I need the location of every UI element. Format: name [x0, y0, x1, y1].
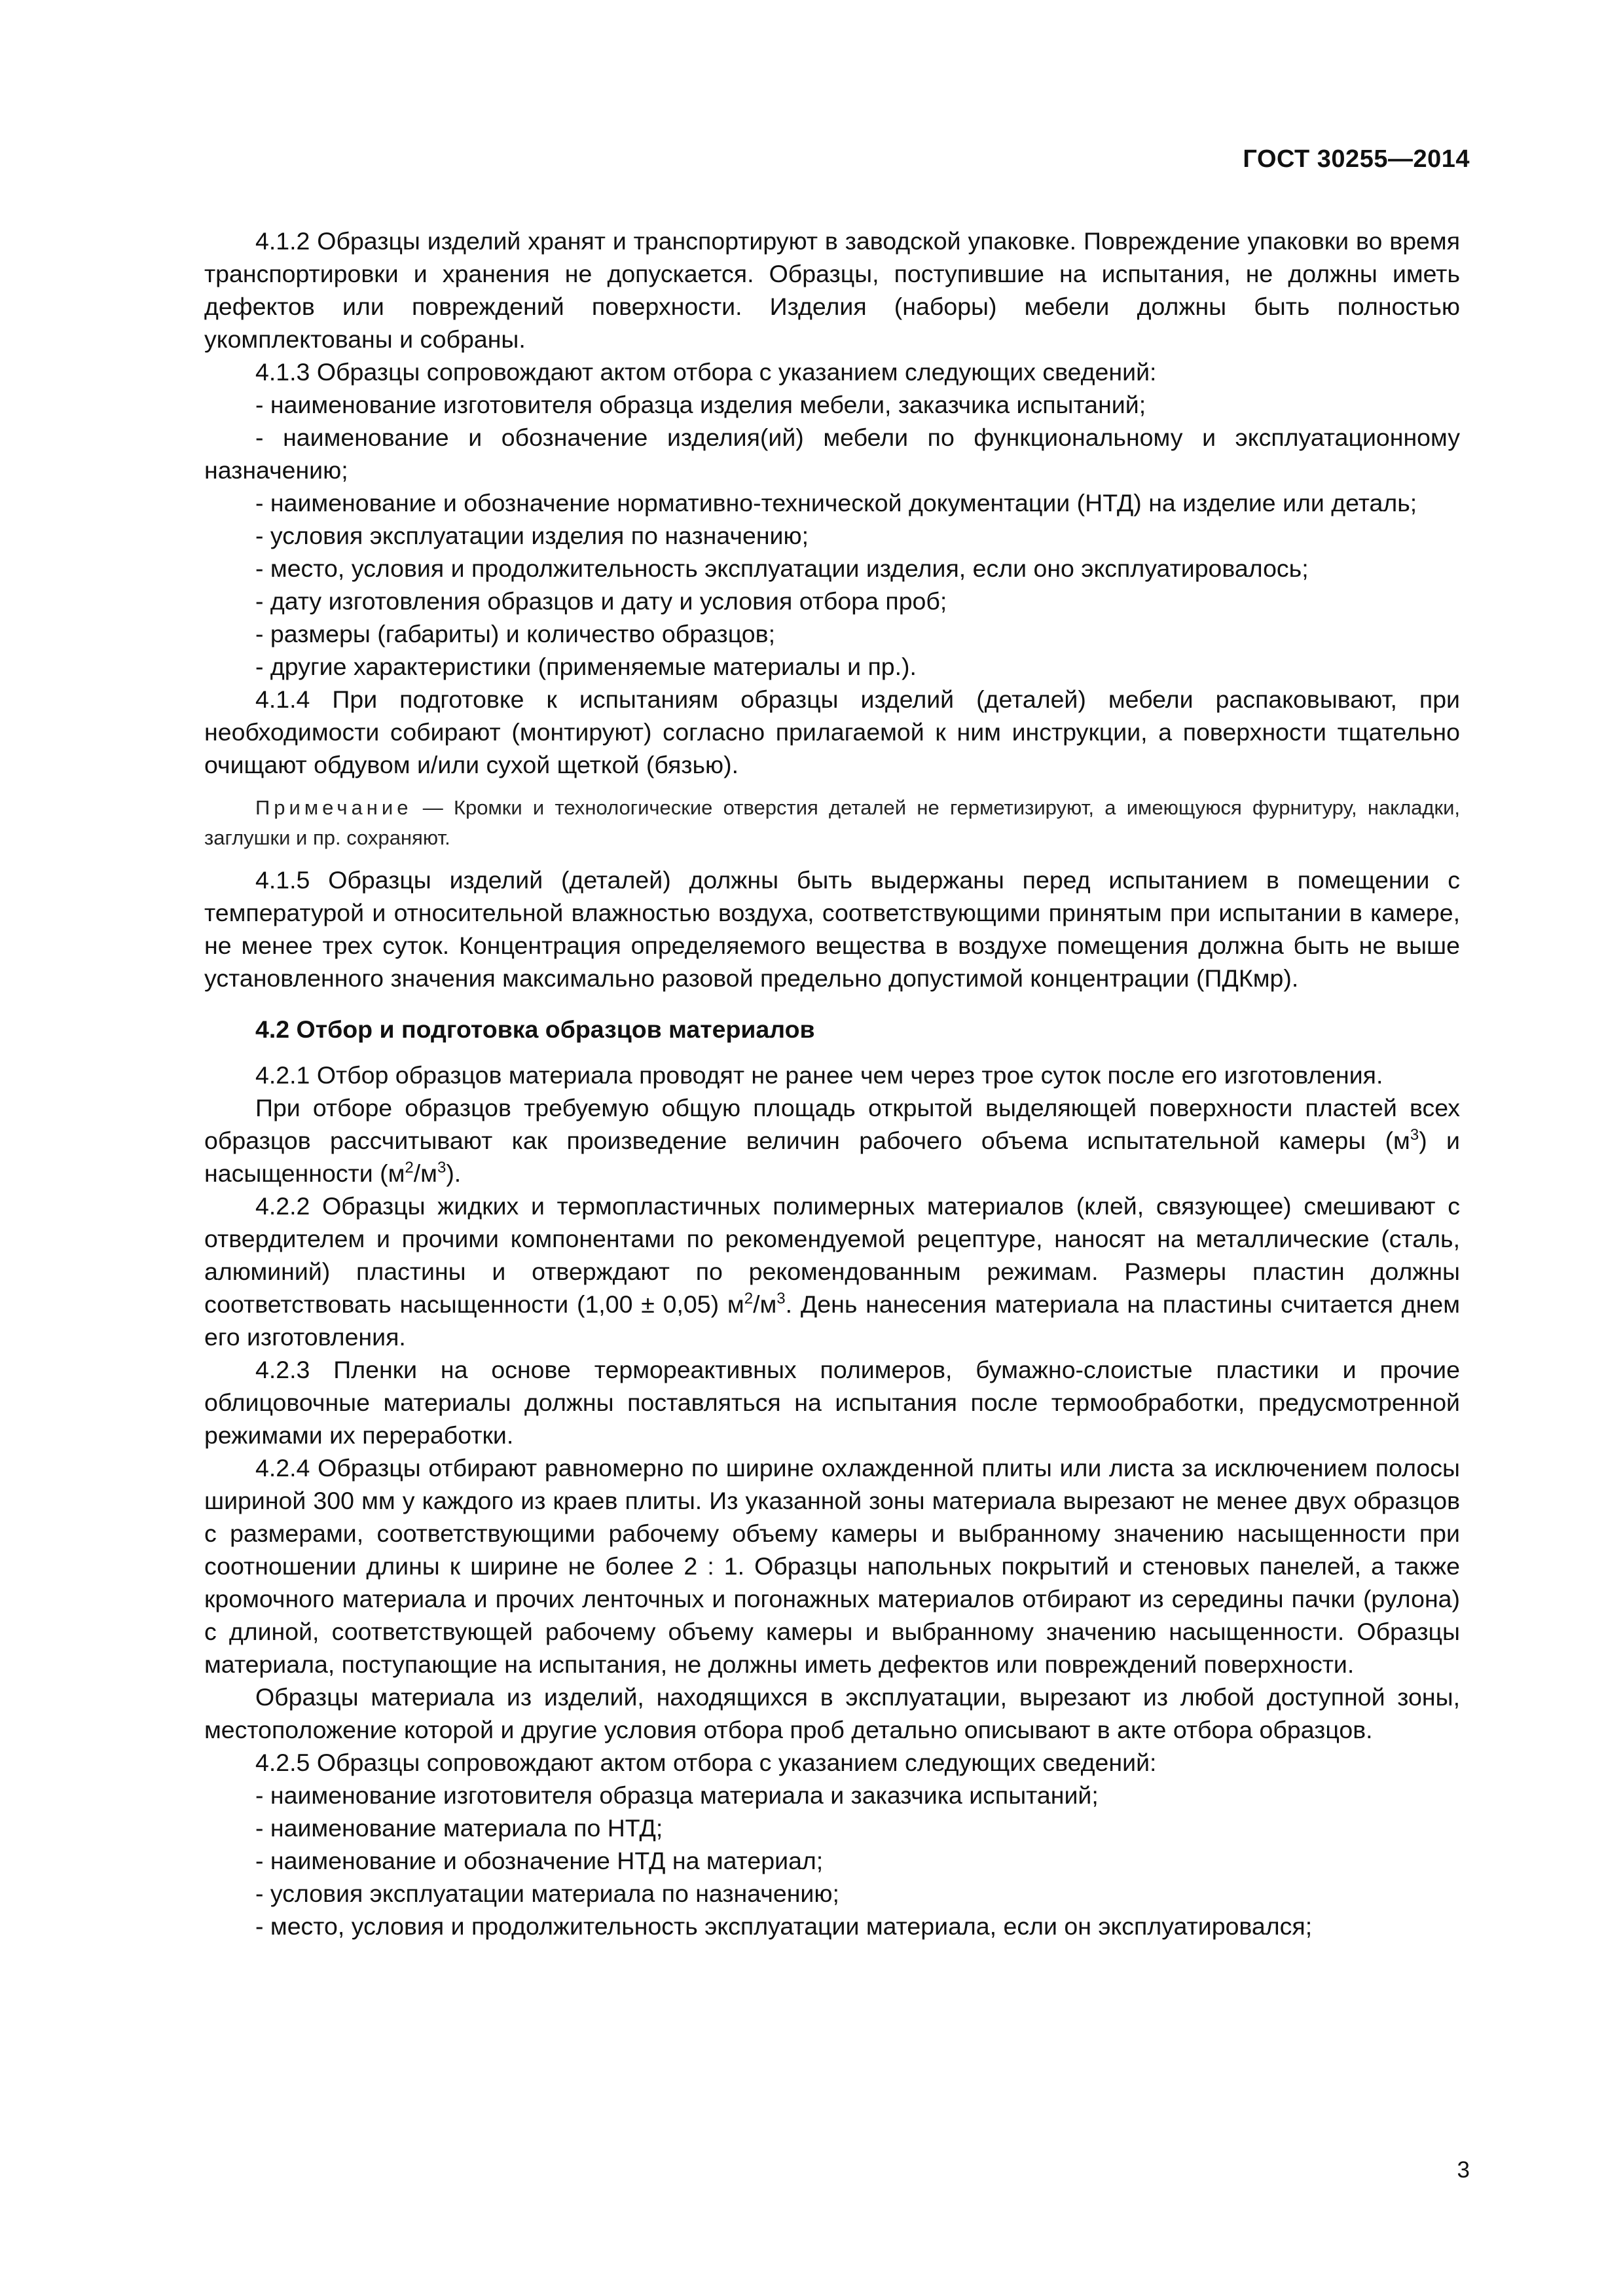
list-item: - размеры (габариты) и количество образцов;: [255, 620, 775, 647]
document-id-header: ГОСТ 30255—2014: [1243, 145, 1470, 173]
note-label: Примечание: [255, 796, 412, 819]
superscript: 3: [1410, 1126, 1419, 1144]
list-item: - наименование материала по НТД;: [255, 1814, 663, 1842]
paragraph-4-2-1-area: [204, 1091, 1460, 1190]
list-item: - наименование и обозначение нормативно-технической документации (НТД) на изделие или деталь;: [255, 489, 1417, 517]
section-heading-4-2: 4.2 Отбор и подготовка образцов материалов: [255, 1015, 815, 1043]
paragraph-4-1-3: 4.1.3 Образцы сопровождают актом отбора с указанием следующих сведений:: [255, 358, 1157, 386]
superscript: 3: [437, 1159, 447, 1176]
list-item: - условия эксплуатации изделия по назначению;: [255, 522, 809, 549]
paragraph-4-2-3: 4.2.3 Пленки на основе термореактивных полимеров, бумажно-слоистые пластики и прочие облицовочные материалы должны поставляться на испытания после термообработки, предусмотренной режимами их переработки.: [204, 1356, 1460, 1449]
text-run: ).: [446, 1159, 462, 1187]
list-item: - наименование изготовителя образца изделия мебели, заказчика испытаний;: [255, 391, 1146, 418]
list-item: - другие характеристики (применяемые материалы и пр.).: [255, 653, 917, 680]
text-run: При отборе образцов требуемую общую площадь открытой выделяющей поверхности пластей всех образцов рассчитывают как произведение величин рабочего объема испытательной камеры (м: [204, 1094, 1460, 1154]
superscript: 2: [405, 1159, 414, 1176]
list-item: - дату изготовления образцов и дату и условия отбора проб;: [255, 587, 947, 615]
text-run: . День нанесения материала на пластины считается днем его изготовления.: [204, 1290, 1460, 1351]
page-number: 3: [1457, 2157, 1470, 2183]
text-run: /м: [413, 1159, 437, 1187]
text-run: ) и насыщенности (м: [204, 1127, 1460, 1187]
superscript: 3: [776, 1290, 786, 1307]
paragraph-4-1-4: 4.1.4 При подготовке к испытаниям образцы изделий (деталей) мебели распаковывают, при необходимости собирают (монтируют) согласно прилагаемой к ним инструкции, а поверхности тщательно очищают обдувом и/или сухой щеткой (бязью).: [204, 685, 1460, 778]
note-text: — Кромки и технологические отверстия деталей не герметизируют, а имеющуюся фурнитуру, накладки, заглушки и пр. сохраняют.: [204, 796, 1460, 849]
note: [204, 793, 1460, 853]
list-item: - наименование изготовителя образца материала и заказчика испытаний;: [255, 1781, 1099, 1809]
paragraph-4-2-2: [204, 1190, 1460, 1353]
paragraph-4-2-4-continued: Образцы материала из изделий, находящихся в эксплуатации, вырезают из любой доступной зоны, местоположение которой и другие условия отбора проб детально описывают в акте отбора образцов.: [204, 1683, 1460, 1743]
list-item: - наименование и обозначение изделия(ий) мебели по функциональному и эксплуатационному назначению;: [204, 424, 1460, 484]
text-run: /м: [753, 1290, 777, 1318]
paragraph-4-2-1: 4.2.1 Отбор образцов материала проводят не ранее чем через трое суток после его изготовления.: [255, 1061, 1383, 1089]
list-item: - место, условия и продолжительность эксплуатации материала, если он эксплуатировался;: [255, 1912, 1313, 1940]
paragraph-4-1-2: 4.1.2 Образцы изделий хранят и транспортируют в заводской упаковке. Повреждение упаковки во время транспортировки и хранения не допускается. Образцы, поступившие на испытания, не должны иметь дефектов или повреждений поверхности. Изделия (наборы) мебели должны быть полностью укомплектованы и собраны.: [204, 227, 1460, 353]
document-body: [204, 225, 1460, 1942]
list-item: - условия эксплуатации материала по назначению;: [255, 1880, 839, 1907]
paragraph-4-1-5: 4.1.5 Образцы изделий (деталей) должны быть выдержаны перед испытанием в помещении с температурой и относительной влажностью воздуха, соответствующими принятым при испытании в камере, не менее трех суток. Концентрация определяемого вещества в воздухе помещения должна быть не выше установленного значения максимально разовой предельно допустимой концентрации (ПДКмр).: [204, 866, 1460, 992]
text-run: 4.2.2 Образцы жидких и термопластичных полимерных материалов (клей, связующее) смешивают с отвердителем и прочими компонентами по рекомендуемой рецептуре, наносят на металлические (сталь, алюминий) пластины и отверждают по рекомендованным режимам. Размеры пластин должны соответствовать насыщенности (1,00 ± 0,05) м: [204, 1192, 1460, 1318]
list-item: - место, условия и продолжительность эксплуатации изделия, если оно эксплуатировалось;: [255, 555, 1309, 582]
paragraph-4-2-5: 4.2.5 Образцы сопровождают актом отбора с указанием следующих сведений:: [255, 1749, 1157, 1776]
superscript: 2: [744, 1290, 754, 1307]
list-item: - наименование и обозначение НТД на материал;: [255, 1847, 824, 1874]
paragraph-4-2-4: 4.2.4 Образцы отбирают равномерно по ширине охлажденной плиты или листа за исключением полосы шириной 300 мм у каждого из краев плиты. Из указанной зоны материала вырезают не менее двух образцов с размерами, соответствующими рабочему объему камеры и выбранному значению насыщенности при соотношении длины к ширине не более 2 : 1. Образцы напольных покрытий и стеновых панелей, а также кромочного материала и прочих ленточных и погонажных материалов отбирают из середины пачки (рулона) с длиной, соответствующей рабочему объему камеры и выбранному значению насыщенности. Образцы материала, поступающие на испытания, не должны иметь дефектов или повреждений поверхности.: [204, 1454, 1460, 1678]
